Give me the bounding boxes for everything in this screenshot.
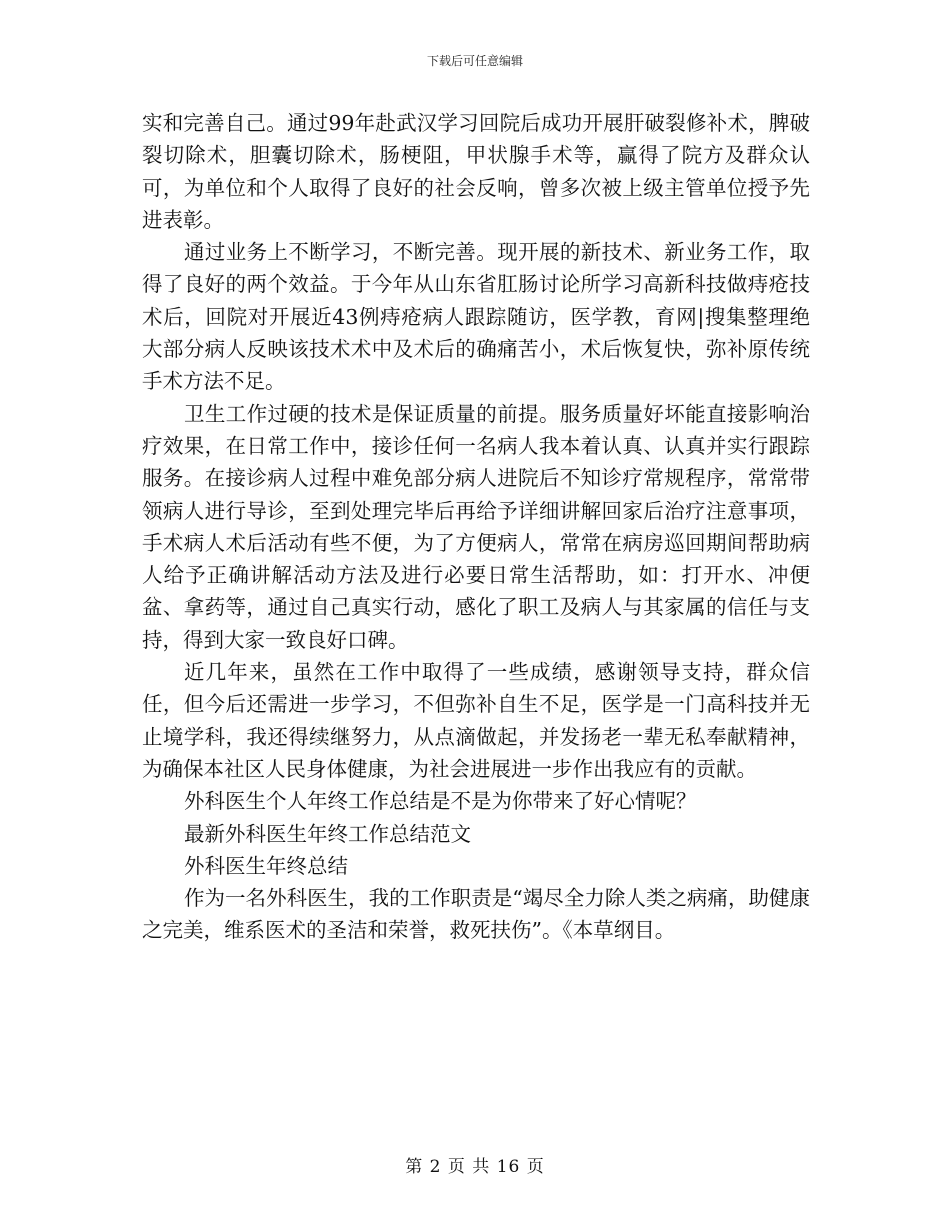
paragraph-5: 外科医生个人年终工作总结是不是为你带来了好心情呢？ bbox=[184, 789, 697, 814]
paragraph-6: 最新外科医生年终工作总结范文 bbox=[184, 821, 471, 846]
paragraph-2: 通过业务上不断学习，不断完善。现开展的新技术、新业务工作，取得了良好的两个效益。于今年从山东省肛肠讨论所学习高新科技做痔疮技术后，回院对开展近43例痔疮病人跟踪随访，医学教，育网|搜集整理绝大部分病人反映该技术术中及术后的确痛苦小，术后恢复快，弥补原传统手术方法不足。 bbox=[142, 240, 810, 394]
paragraph-3: 卫生工作过硬的技术是保证质量的前提。服务质量好坏能直接影响治疗效果，在日常工作中，接诊任何一名病人我本着认真、认真并实行跟踪服务。在接诊病人过程中难免部分病人进院后不知诊疗常规程序，常常带领病人进行导诊，至到处理完毕后再给予详细讲解回家后治疗注意事项，手术病人术后活动有些不便，为了方便病人，常常在病房巡回期间帮助病人给予正确讲解活动方法及进行必要日常生活帮助，如：打开水、冲便盆、拿药等，通过自己真实行动，感化了职工及病人与其家属的信任与支持，得到大家一致良好口碑。 bbox=[142, 401, 810, 652]
paragraph-8: 作为一名外科医生，我的工作职责是“竭尽全力除人类之病痛，助健康之完美，维系医术的圣洁和荣誉，救死扶伤”。《本草纲目。 bbox=[142, 886, 810, 943]
paragraph-1: 实和完善自己。通过99年赴武汉学习回院后成功开展肝破裂修补术，脾破裂切除术，胆囊切除术，肠梗阻，甲状腺手术等，赢得了院方及群众认可，为单位和个人取得了良好的社会反响，曾多次被上级主管单位授予先进表彰。 bbox=[142, 111, 810, 232]
paragraph-4: 近几年来，虽然在工作中取得了一些成绩，感谢领导支持，群众信任，但今后还需进一步学习，不但弥补自生不足，医学是一门高科技并无止境学科，我还得续继努力，从点滴做起，并发扬老一辈无私奉献精神，为确保本社区人民身体健康，为社会进展进一步作出我应有的贡献。 bbox=[142, 660, 810, 781]
header-note: 下载后可任意编辑 bbox=[426, 54, 523, 68]
document-body bbox=[142, 107, 810, 947]
page-number: 第 2 页 共 16 页 bbox=[405, 1157, 545, 1177]
paragraph-7: 外科医生年终总结 bbox=[184, 853, 348, 878]
